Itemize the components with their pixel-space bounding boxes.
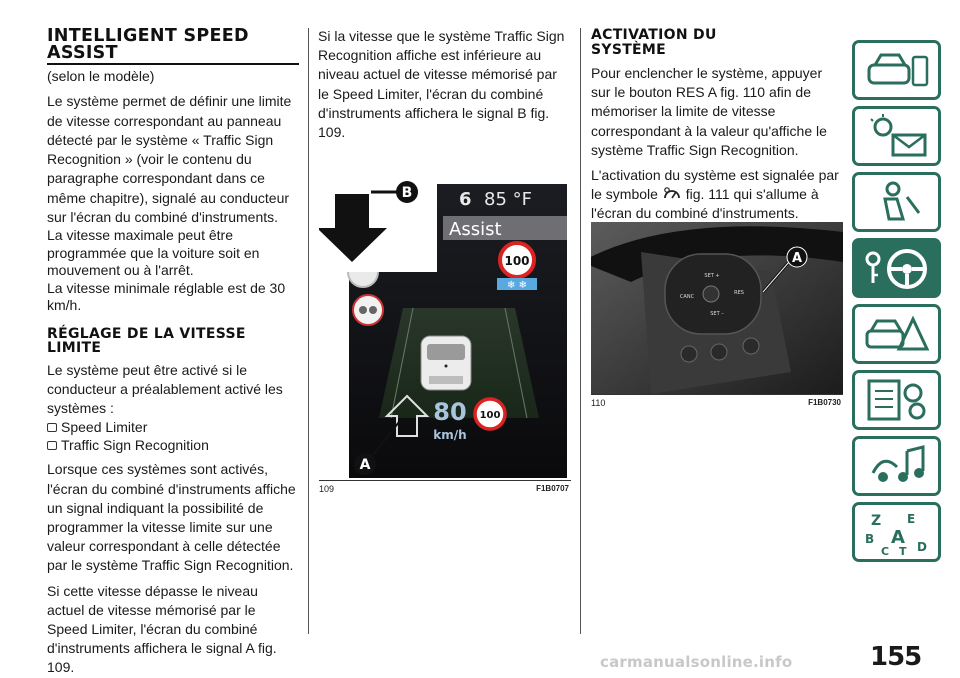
paragraph-text: fig. 111 qui s'allume à l'écran du combiné d'instruments. <box>591 186 819 222</box>
cluster-temperature: 85 °F <box>484 189 532 210</box>
section-title-isa: INTELLIGENT SPEED ASSIST <box>47 28 299 65</box>
speed-sign-top: 100 <box>504 254 530 268</box>
steering-wheel-key-icon <box>863 245 933 293</box>
button-res: RES <box>734 290 744 296</box>
watermark: carmanualsonline.info <box>600 653 793 671</box>
airbag-seat-icon <box>863 179 933 227</box>
paragraph: La vitesse minimale réglable est de 30 km/h. <box>47 279 286 314</box>
chapter-tab-driving[interactable] <box>852 238 941 298</box>
maintenance-gear-icon <box>863 377 933 425</box>
chapter-tab-multimedia[interactable] <box>852 436 941 496</box>
figure-number: 109 <box>319 484 335 494</box>
paragraph: La vitesse maximale peut être programmée que la voiture soit en mouvement ou à l'arrêt. <box>47 227 260 279</box>
paragraph: Si la vitesse que le système Traffic Sign Recognition affiche est inférieure au niveau actuel de vitesse mémorisé par le Speed Limiter, l'écran du combiné d'instruments affichera le signal B fig. 109. <box>318 28 565 141</box>
figure-rule <box>591 394 843 395</box>
column-divider <box>308 28 309 634</box>
svg-text:C: C <box>881 545 890 557</box>
figure-109 <box>319 148 571 478</box>
cluster-assist-text: Assist <box>449 219 502 240</box>
list-item-label: Traffic Sign Recognition <box>61 437 209 454</box>
emergency-car-icon <box>863 311 933 359</box>
svg-text:Z: Z <box>871 513 882 529</box>
chapter-tab-emergency[interactable] <box>852 304 941 364</box>
svg-text:A: A <box>891 527 905 548</box>
chapter-tab-index[interactable] <box>852 502 941 562</box>
section-title-activation: ACTIVATION DU SYSTÈME <box>591 27 717 58</box>
paragraph-text: L'activation du système est signalée par le symbole <box>591 167 839 203</box>
multimedia-music-icon <box>863 443 933 491</box>
warning-light-icon <box>863 113 933 161</box>
figure-code: F1B0730 <box>808 398 841 407</box>
paragraph: Lorsque ces systèmes sont activés, l'écran du combiné d'instruments affiche un signal indiquant la possibilité de programmer la vitesse limite sur une valeur correspondant à celle détectée par le système Traffic Sign Recognition. <box>47 461 296 574</box>
speed-assist-symbol-icon <box>663 187 681 200</box>
chapter-tab-dashboard[interactable] <box>852 40 941 100</box>
paragraph: Si cette vitesse dépasse le niveau actuel de vitesse mémorisé par le Speed Limiter, l'écran du combiné d'instruments affichera le signal A fig. 109. <box>47 582 277 676</box>
figure-caption-110 <box>591 398 843 410</box>
figure-110 <box>591 222 843 394</box>
chapter-tab-safety[interactable] <box>852 172 941 232</box>
list-item-label: Speed Limiter <box>61 419 148 436</box>
cluster-digit: 6 <box>459 189 472 210</box>
button-set-plus: SET + <box>704 273 720 279</box>
svg-text:D: D <box>917 540 927 554</box>
callout-a: A <box>791 251 803 266</box>
section-heading-reglage: RÉGLAGE DE LA VITESSE LIMITE <box>47 325 246 356</box>
speed-unit: km/h <box>433 428 467 442</box>
svg-text:T: T <box>899 545 907 557</box>
column-2 <box>318 28 570 142</box>
alphabetical-index-icon <box>863 509 933 557</box>
figure-code: F1B0707 <box>536 484 569 493</box>
car-dashboard-icon <box>863 47 933 95</box>
svg-text:E: E <box>907 512 916 526</box>
paragraph: Le système peut être activé si le conducteur a préalablement activé les systèmes : <box>47 361 283 417</box>
column-1 <box>47 28 299 678</box>
button-canc: CANC <box>679 294 695 300</box>
page-number: 155 <box>870 642 922 672</box>
steering-wheel-illustration <box>591 222 843 394</box>
checkbox-bullet-icon <box>47 423 57 432</box>
list-item <box>47 418 299 436</box>
callout-a: A <box>359 457 371 473</box>
column-3 <box>591 28 843 224</box>
chapter-tab-maintenance[interactable] <box>852 370 941 430</box>
svg-text:B: B <box>865 532 875 546</box>
list-item <box>47 436 299 454</box>
callout-b: B <box>401 185 413 201</box>
svg-text:❄ ❄: ❄ ❄ <box>507 280 527 291</box>
figure-rule <box>319 480 571 481</box>
checkbox-bullet-icon <box>47 441 57 450</box>
figure-number: 110 <box>591 398 606 408</box>
figure-caption-109 <box>319 484 571 496</box>
column-divider <box>580 28 581 634</box>
subtitle: (selon le modèle) <box>47 68 155 84</box>
paragraph: Pour enclencher le système, appuyer sur le bouton RES A fig. 110 afin de mémoriser la limite de vitesse correspondant à la valeur qu'affiche le système Traffic Sign Recognition. <box>591 65 827 158</box>
button-set-minus: SET – <box>710 311 724 317</box>
chapter-tab-warnings[interactable] <box>852 106 941 166</box>
paragraph <box>591 166 843 224</box>
cluster-display-illustration <box>319 148 571 478</box>
speed-sign-bottom: 100 <box>479 410 501 421</box>
paragraph: Le système permet de définir une limite de vitesse correspondant au panneau détecté par le système « Traffic Sign Recognition » (voir le contenu du paragraphe correspondant dans ce même chapitre), signalé au conducteur sur l'écran du combiné d'instruments. <box>47 93 292 225</box>
speed-readout: 80 <box>433 398 467 426</box>
